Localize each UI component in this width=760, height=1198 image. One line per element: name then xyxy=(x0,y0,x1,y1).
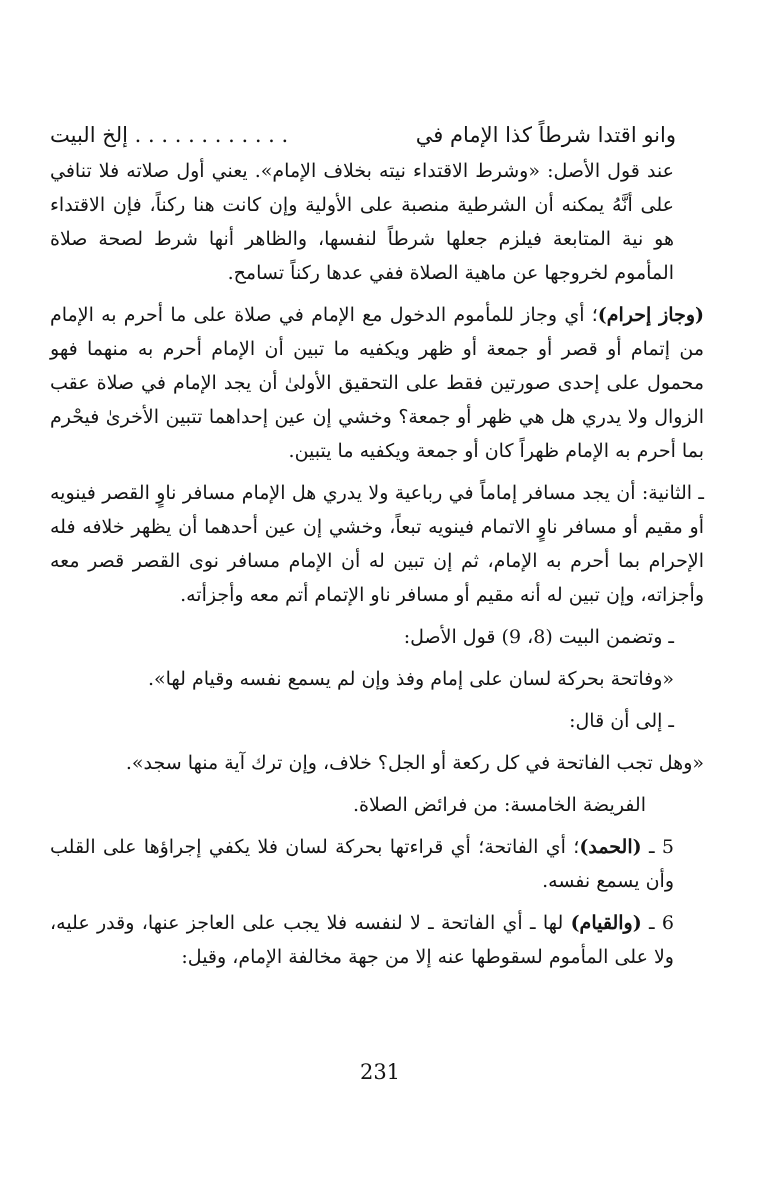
term-alhamd: (الحمد) xyxy=(579,836,642,858)
paragraph-6: ـ إلى أن قال: xyxy=(569,710,674,732)
paragraph-9 xyxy=(50,830,704,898)
paragraph-10-text: لها ـ أي الفاتحة ـ لا لنفسه فلا يجب على العاجز عنها، وقدر عليه، ولا على المأموم لسقوطها عنه إلا من جهة مخالفة الإمام، وقيل: xyxy=(50,912,674,968)
paragraph-7-quote: «وهل تجب الفاتحة في كل ركعة أو الجل؟ خلاف، وإن ترك آية منها سجد». xyxy=(125,752,704,774)
verse-first-hemistich: وانو اقتدا شرطاً كذا الإمام في xyxy=(415,123,676,147)
term-alqiyam: (والقيام) xyxy=(570,912,642,934)
verse-line xyxy=(50,118,704,152)
paragraph-2-text: ؛ أي وجاز للمأموم الدخول مع الإمام في صلاة على ما أحرم به الإمام من إتمام أو قصر أو جمعة أو ظهر ويكفيه ما تبين أن الإمام أحرم به منهما فهو محمول على إحدى صورتين فقط على التحقيق الأولىٰ أن يجد الإمام في صلاة عقب الزوال ولا يدري هل هي ظهر أو جمعة؟ وخشي إن عين إحداهما تتبين الأخرىٰ فيحْرم بما أحرم به الإمام ظهراً كان أو جمعة ويكفيه ما يتبين. xyxy=(50,304,704,462)
paragraph-8: الفريضة الخامسة: من فرائض الصلاة. xyxy=(352,794,646,816)
verse-second-hemistich: . . . . . . . . . . . . إلخ البيت xyxy=(50,123,289,147)
term-wajaz-ihram: (وجاز إحرام) xyxy=(597,304,704,326)
paragraph-3: ـ الثانية: أن يجد مسافر إماماً في رباعية ولا يدري هل الإمام مسافر ناوٍ القصر فينويه أو مقيم أو مسافر ناوٍ الاتمام فينويه تبعاً، وخشي إن عين أحدهما أن يظهر خلافه فله الإحرام بما أحرم به الإمام، ثم إن تبين له أن الإمام مسافر نوى القصر قصر معه وأجزاته، وإن تبين له أنه مقيم أو مسافر ناو الإتمام أتم معه وأجزأته. xyxy=(50,482,704,606)
paragraph-10 xyxy=(50,906,704,974)
paragraph-2 xyxy=(50,298,704,468)
paragraph-1: عند قول الأصل: «وشرط الاقتداء نيته بخلاف الإمام». يعني أول صلاته فلا تنافي على أنَّهُ يمكنه أن الشرطية منصبة على الأولية وإن كانت هنا ركناً، فإن الاقتداء هو نية المتابعة فيلزم جعلها شرطاً لنفسها، والظاهر أنها شرط لصحة صلاة المأموم لخروجها عن ماهية الصلاة ففي عدها ركناً تسامح. xyxy=(50,160,674,284)
paragraph-9-text: ؛ أي الفاتحة؛ أي قراءتها بحركة لسان فلا يكفي إجراؤها على القلب وأن يسمع نفسه. xyxy=(50,836,674,892)
item-number-5: 5 ـ xyxy=(648,836,674,858)
item-number-6: 6 ـ xyxy=(649,912,674,934)
paragraph-5-quote: «وفاتحة بحركة لسان على إمام وفذ وإن لم يسمع نفسه وقيام لها». xyxy=(147,668,674,690)
paragraph-4: ـ وتضمن البيت (8، 9) قول الأصل: xyxy=(403,626,674,648)
page-number: 231 xyxy=(359,1060,401,1084)
